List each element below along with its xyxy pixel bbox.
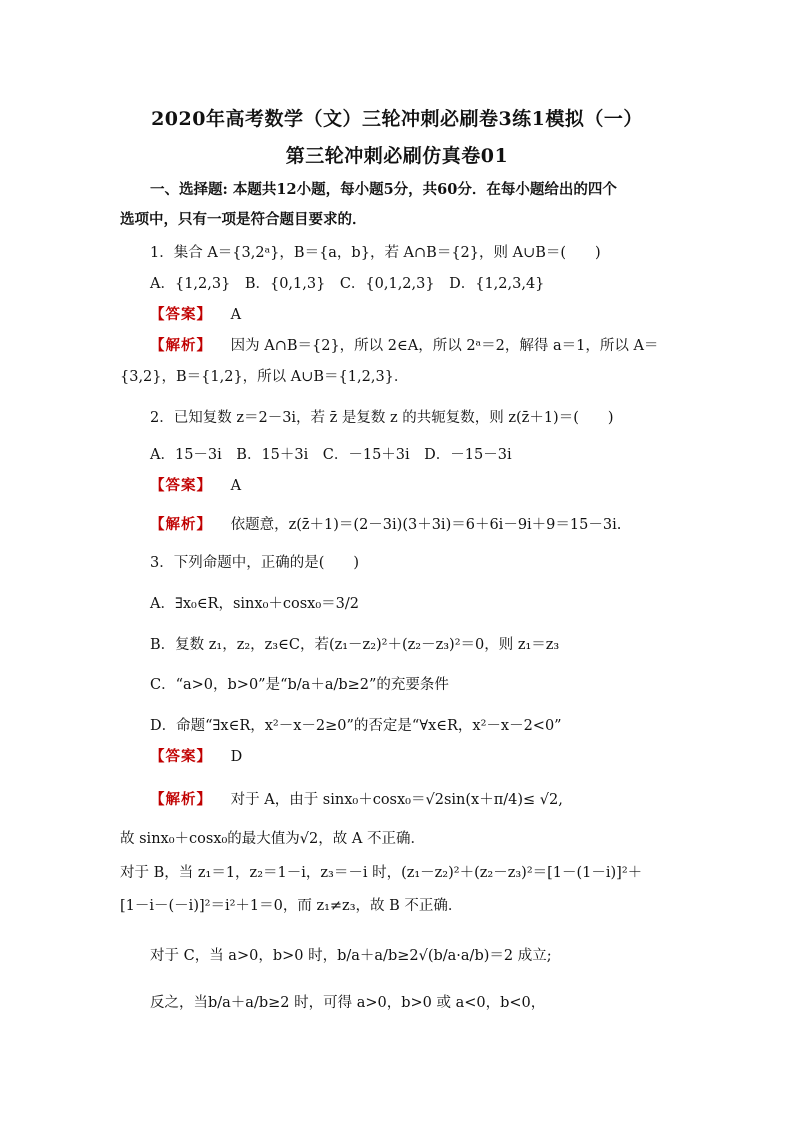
- q2-answer: A: [230, 478, 242, 494]
- q3-option-d: D．命题“∃x∈R，x²－x－2≥0”的否定是“∀x∈R，x²－x－2<0”: [150, 718, 562, 734]
- section-heading: 一、选择题: 本题共12小题，每小题5分，共60分．在每小题给出的四个: [150, 181, 617, 198]
- q3-analysis-2: 故 sinx₀＋cosx₀的最大值为√2，故 A 不正确．: [120, 831, 425, 847]
- q3-option-b: B．复数 z₁，z₂，z₃∈C，若(z₁－z₂)²＋(z₂－z₃)²＝0，则 z₁＝z₃: [150, 637, 560, 653]
- q1-options: A．{1,2,3} B．{0,1,3} C．{0,1,2,3} D．{1,2,3,4}: [150, 276, 545, 292]
- q1-stem: 1．集合 A＝{3,2ᵃ}，B＝{a，b}，若 A∩B＝{2}，则 A∪B＝( ): [150, 245, 601, 261]
- q1-answer-row: [150, 305, 241, 325]
- q2-analysis-row: [150, 515, 621, 535]
- q3-stem: 3．下列命题中，正确的是( ): [150, 555, 360, 571]
- q3-analysis-4: [1－i－(－i)]²＝i²＋1＝0，而 z₁≠z₃，故 B 不正确．: [120, 898, 463, 914]
- q3-analysis-5: 对于 C，当 a>0，b>0 时，b/a＋a/b≥2√(b/a·a/b)＝2 成立;: [150, 948, 552, 964]
- q3-answer: D: [230, 749, 243, 765]
- q2-options: A．15－3i B．15＋3i C．－15＋3i D．－15－3i: [150, 447, 512, 463]
- q3-option-a: A．∃x₀∈R，sinx₀＋cosx₀＝3/2: [150, 596, 360, 612]
- q3-answer-row: [150, 747, 242, 767]
- analysis-label: 【解析】: [150, 516, 212, 533]
- answer-label: 【答案】: [150, 306, 212, 323]
- q3-analysis-1: 对于 A，由于 sinx₀＋cosx₀＝√2sin(x＋π/4)≤ √2,: [230, 792, 563, 808]
- q1-analysis-1: 因为 A∩B＝{2}，所以 2∈A，所以 2ᵃ＝2，解得 a＝1，所以 A＝: [230, 338, 659, 354]
- answer-label: 【答案】: [150, 477, 212, 494]
- document-subtitle: 第三轮冲刺必刷仿真卷01: [285, 145, 509, 167]
- q3-analysis-3: 对于 B，当 z₁＝1，z₂＝1－i，z₃＝－i 时，(z₁－z₂)²＋(z₂－z₃)²＝[1－(1－i)]²＋: [120, 865, 643, 881]
- q1-answer: A: [230, 307, 242, 323]
- q2-stem: 2．已知复数 z＝2－3i，若 z̄ 是复数 z 的共轭复数，则 z(z̄＋1)＝( ): [150, 410, 614, 426]
- analysis-label: 【解析】: [150, 791, 212, 808]
- q1-analysis-row: [150, 336, 658, 356]
- q2-answer-row: [150, 476, 241, 496]
- q3-analysis-6: 反之，当b/a＋a/b≥2 时，可得 a>0，b>0 或 a<0，b<0，: [150, 995, 546, 1011]
- document-title: 2020年高考数学（文）三轮冲刺必刷卷3练1模拟（一）: [151, 108, 643, 130]
- q3-analysis-row: [150, 790, 563, 810]
- answer-label: 【答案】: [150, 748, 212, 765]
- q3-option-c: C．“a>0，b>0”是“b/a＋a/b≥2”的充要条件: [150, 677, 449, 693]
- q1-analysis-2: {3,2}，B＝{1,2}，所以 A∪B＝{1,2,3}．: [120, 369, 409, 385]
- q2-analysis: 依题意，z(z̄＋1)＝(2－3i)(3＋3i)＝6＋6i－9i＋9＝15－3i.: [230, 517, 622, 533]
- analysis-label: 【解析】: [150, 337, 212, 354]
- section-heading-cont: 选项中，只有一项是符合题目要求的．: [120, 211, 367, 228]
